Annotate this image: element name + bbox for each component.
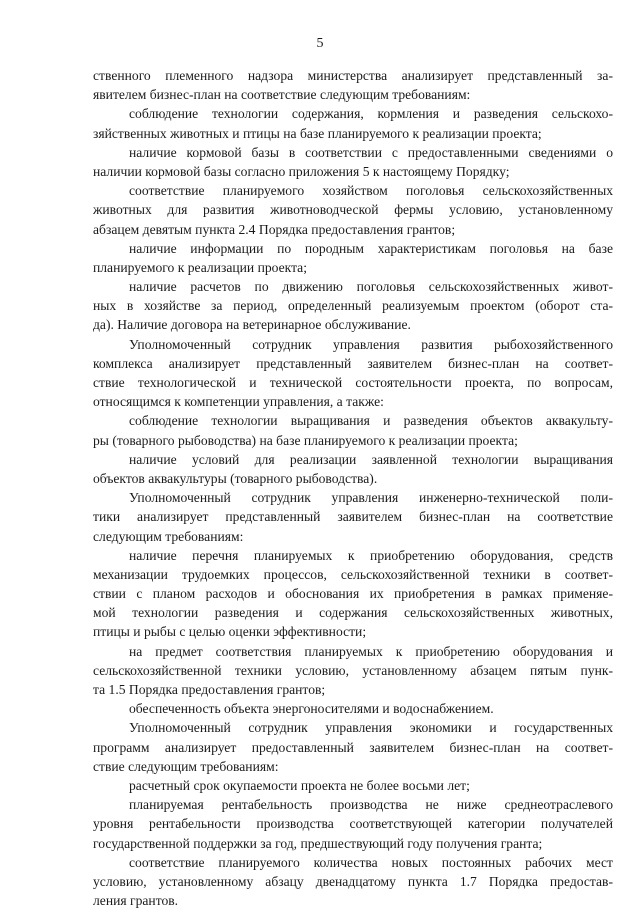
text-line: планируемого к реализации проекта;: [93, 259, 307, 275]
text-line: программ анализирует предоставленный заявителем бизнес-план на соответ-: [93, 739, 613, 755]
text-line: наличие кормовой базы в соответствии с предоставленными сведениями о: [129, 144, 613, 160]
text-line: ры (товарного рыбоводства) на базе планируемого к реализации проекта;: [93, 432, 518, 448]
text-line: да). Наличие договора на ветеринарное обслуживание.: [93, 317, 411, 333]
text-line: наличии кормовой базы согласно приложения 5 к настоящему Порядку;: [93, 163, 510, 179]
text-line: соблюдение технологии выращивания и разведения объектов аквакульту-: [129, 413, 613, 429]
text-line: условию, установленному абзацу двенадцатому пункта 1.7 Порядка предостав-: [93, 873, 613, 889]
text-line: комплекса анализирует представленный заявителем бизнес-план на соответ-: [93, 355, 613, 371]
text-line: ственного племенного надзора министерства анализирует представленный за-: [93, 68, 613, 83]
text-line: наличие условий для реализации заявленной технологии выращивания: [129, 451, 613, 467]
text-line: птицы и рыбы с целью оценки эффективности;: [93, 624, 367, 640]
text-line: относящимся к компетенции управления, а также:: [93, 394, 384, 410]
text-line: соответствие планируемого хозяйством поголовья сельскохозяйственных: [129, 183, 613, 199]
text-line: ных в хозяйстве за период, определенный реализуемым проектом (оборот ста-: [93, 298, 613, 314]
text-line: явителем бизнес-план на соответствие следующим требованиям:: [93, 87, 471, 103]
text-line: соответствие планируемого количества новых постоянных рабочих мест: [129, 854, 613, 870]
text-line: ствии с планом расходов и обоснования их приобретения в рамках применяе-: [93, 586, 613, 602]
text-line: ствие следующим требованиям:: [93, 758, 279, 774]
text-line: животных для развития животноводческой фермы условию, установленному: [93, 202, 613, 218]
text-line: ствие технологической и технической состоятельности проекта, по вопросам,: [93, 375, 613, 390]
text-line: ления грантов.: [93, 893, 179, 909]
text-line: зяйственных животных и птицы на базе планируемого к реализации проекта;: [93, 125, 542, 141]
text-line: следующим требованиям:: [93, 528, 244, 544]
text-line: объектов аквакультуры (товарного рыбоводства).: [93, 470, 378, 486]
text-line: Уполномоченный сотрудник управления экономики и государственных: [129, 720, 613, 736]
text-line: Уполномоченный сотрудник управления развития рыбохозяйственного: [129, 336, 613, 352]
text-line: уровня рентабельности производства соответствующей категории получателей: [93, 816, 613, 832]
text-line: механизации трудоемких процессов, сельскохозяйственной техники в соответ-: [93, 566, 613, 582]
text-line: планируемая рентабельность производства не ниже среднеотраслевого: [129, 797, 613, 813]
text-line: наличие информации по породным характеристикам поголовья на базе: [129, 240, 613, 256]
text-line: обеспеченность объекта энергоносителями и водоснабжением.: [129, 701, 494, 717]
text-line: мой технологии разведения и содержания сельскохозяйственных животных,: [93, 605, 613, 621]
page-number: 5: [316, 36, 324, 51]
text-line: расчетный срок окупаемости проекта не более восьми лет;: [129, 777, 470, 793]
text-line: наличие перечня планируемых к приобретению оборудования, средств: [129, 547, 613, 563]
text-line: сельскохозяйственной техники условию, установленному абзацем пятым пунк-: [93, 662, 613, 678]
text-line: абзацем девятым пункта 2.4 Порядка предоставления грантов;: [93, 221, 456, 237]
text-line: та 1.5 Порядка предоставления грантов;: [93, 682, 326, 697]
text-line: Уполномоченный сотрудник управления инженерно-технической поли-: [129, 490, 613, 506]
text-line: наличие расчетов по движению поголовья сельскохозяйственных живот-: [129, 279, 613, 295]
document-body: [93, 66, 613, 910]
text-line: на предмет соответствия планируемых к приобретению оборудования и: [129, 643, 613, 659]
text-line: государственной поддержки за год, предшествующий году получения гранта;: [93, 835, 543, 851]
text-line: тики анализирует представленный заявителем бизнес-план на соответствие: [93, 509, 613, 525]
text-line: соблюдение технологии содержания, кормления и разведения сельскохо-: [129, 106, 613, 122]
